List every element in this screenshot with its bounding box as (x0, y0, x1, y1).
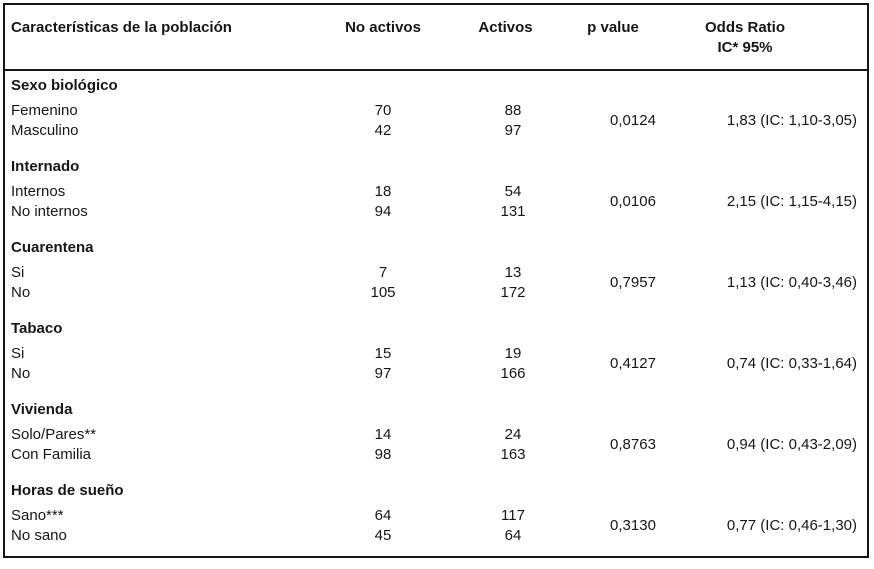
header-row (5, 5, 867, 70)
odds-ratio-header-line1: Odds Ratio (704, 19, 785, 36)
spacer-row (5, 383, 867, 394)
odds-ratio-value: 1,83 (IC: 1,10-3,05) (726, 111, 857, 129)
column-header-activos: Activos (453, 5, 573, 70)
group-tabaco (5, 313, 867, 394)
activos-value: 131 (500, 202, 526, 220)
table-row (5, 424, 867, 444)
activos-value: 19 (504, 344, 522, 362)
group-horas-de-sueno (5, 475, 867, 556)
category-label: Tabaco (11, 319, 63, 337)
odds-ratio-value: 0,94 (IC: 0,43-2,09) (726, 435, 857, 453)
category-label: Vivienda (11, 400, 73, 418)
table-row (5, 505, 867, 525)
row-label: Solo/Pares** (11, 425, 97, 443)
category-row (5, 70, 867, 100)
odds-ratio-value: 0,74 (IC: 0,33-1,64) (726, 354, 857, 372)
row-label: Sano*** (11, 506, 64, 524)
odds-ratio-header-line2: IC* 95% (717, 39, 773, 56)
group-internado (5, 151, 867, 232)
spacer-row (5, 545, 867, 556)
table-row (5, 343, 867, 363)
p-value: 0,4127 (610, 354, 656, 372)
category-label: Internado (11, 157, 80, 175)
activos-value: 117 (501, 506, 525, 524)
row-label: No (11, 364, 31, 382)
category-row (5, 475, 867, 505)
group-vivienda (5, 394, 867, 475)
population-characteristics-table (5, 5, 867, 556)
row-label: Si (11, 344, 25, 362)
no-activos-value: 70 (374, 101, 392, 119)
p-value: 0,7957 (610, 273, 656, 291)
no-activos-value: 42 (374, 121, 392, 139)
activos-value: 166 (500, 364, 526, 382)
group-sexo-biologico (5, 70, 867, 151)
activos-value: 163 (500, 445, 526, 463)
category-row (5, 394, 867, 424)
row-label: No internos (11, 202, 88, 220)
activos-value: 88 (504, 101, 522, 119)
column-header-no-activos: No activos (313, 5, 453, 70)
row-label: Internos (11, 182, 66, 200)
activos-value: 172 (500, 283, 526, 301)
p-value: 0,3130 (610, 516, 656, 534)
activos-value: 64 (504, 526, 522, 544)
row-label: Masculino (11, 121, 79, 139)
category-label: Sexo biológico (11, 77, 118, 94)
odds-ratio-value: 0,77 (IC: 0,46-1,30) (726, 516, 857, 534)
statistics-table-frame (3, 3, 869, 558)
row-label: Femenino (11, 101, 78, 119)
spacer-row (5, 302, 867, 313)
activos-value: 24 (504, 425, 522, 443)
odds-ratio-value: 1,13 (IC: 0,40-3,46) (726, 273, 857, 291)
p-value: 0,0106 (610, 192, 656, 210)
no-activos-value: 105 (370, 283, 396, 301)
no-activos-value: 15 (374, 344, 392, 362)
no-activos-value: 18 (374, 182, 392, 200)
category-row (5, 232, 867, 262)
group-cuarentena (5, 232, 867, 313)
no-activos-value: 97 (374, 364, 392, 382)
row-label: Si (11, 263, 25, 281)
column-header-p-value: p value (573, 5, 693, 70)
no-activos-value: 98 (374, 445, 392, 463)
row-label: No (11, 283, 31, 301)
category-row (5, 313, 867, 343)
no-activos-value: 14 (374, 425, 392, 443)
table-row (5, 262, 867, 282)
p-value: 0,0124 (610, 111, 656, 129)
column-header-odds-ratio (693, 5, 867, 70)
spacer-row (5, 464, 867, 475)
no-activos-value: 7 (378, 263, 388, 281)
activos-value: 54 (504, 182, 522, 200)
no-activos-value: 64 (374, 506, 392, 524)
activos-value: 13 (504, 263, 522, 281)
category-row (5, 151, 867, 181)
table-header (5, 5, 867, 70)
column-header-characteristics: Características de la población (5, 5, 313, 70)
table-row (5, 181, 867, 201)
row-label: No sano (11, 526, 67, 544)
no-activos-value: 94 (374, 202, 392, 220)
spacer-row (5, 221, 867, 232)
no-activos-value: 45 (374, 526, 392, 544)
spacer-row (5, 140, 867, 151)
activos-value: 97 (504, 121, 522, 139)
category-label: Cuarentena (11, 238, 94, 256)
table-row (5, 100, 867, 120)
odds-ratio-value: 2,15 (IC: 1,15-4,15) (726, 192, 857, 210)
row-label: Con Familia (11, 445, 92, 463)
category-label: Horas de sueño (11, 481, 124, 499)
p-value: 0,8763 (610, 435, 656, 453)
